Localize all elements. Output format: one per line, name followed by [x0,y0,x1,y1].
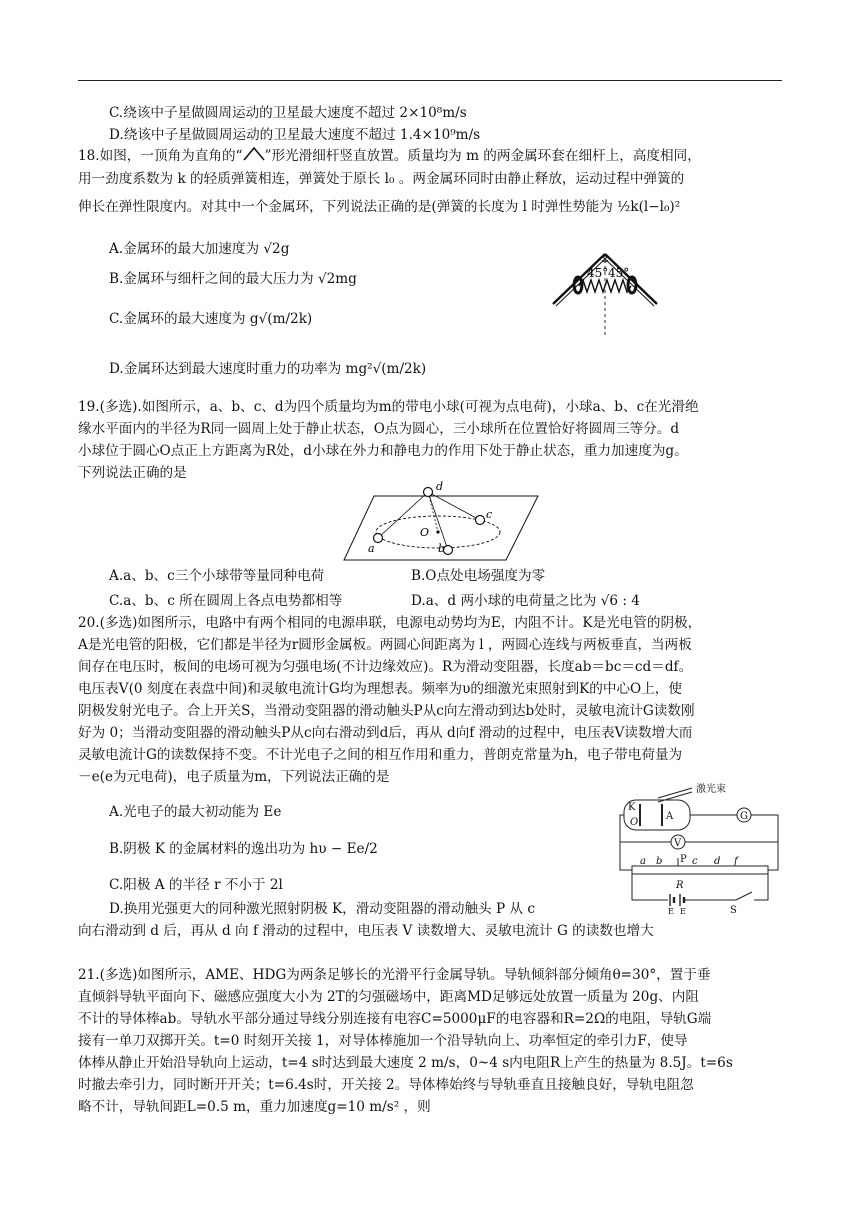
label-o: O [420,526,430,539]
q20-option-d-line1: D.换用光强更大的同种激光照射阴极 K，滑动变阻器的滑动触头 P 从 c [109,901,535,917]
label-a: a [368,542,375,555]
q21-stem-line6: 时撤去牵引力，同时断开开关；t=6.4s时，开关接 2。导体棒始终与导轨垂直且接触良好，导轨电阻忽 [78,1077,694,1093]
q19-option-d: D.a、d 两小球的电荷量之比为 √6 : 4 [411,593,640,609]
q19-stem-line1: 19.(多选).如图所示，a、b、c、d为四个质量均为m的带电小球(可视为点电荷)，小球a、b、c在光滑绝 [78,399,699,415]
header-rule [78,80,782,81]
q20-option-a: A.光电子的最大初动能为 Ee [109,804,282,820]
q17-option-d: D.绕该中子星做圆周运动的卫星最大速度不超过 1.4×10⁹m/s [109,127,481,143]
switch-s [736,892,752,900]
label-e1: E [668,907,674,914]
q20-option-c: C.阳极 A 的半径 r 不小于 2l [109,877,283,893]
label-v: V [674,838,682,849]
q21-stem-line2: 直倾斜导轨平面向下、磁感应强度大小为 2T的匀强磁场中，距离MD足够远处放置一质量为 20g、内阻 [78,989,699,1005]
q20-option-d-line2: 向右滑动到 d 后，再从 d 向 f 滑动的过程中，电压表 V 读数增大、灵敏电流计 G 的读数也增大 [78,923,654,939]
label-e2: E [680,907,686,914]
ball-c [476,516,485,525]
angle-label-right: 45° [608,266,630,280]
q18-stem-line3: 伸长在弹性限度内。对其中一个金属环，下列说法正确的是(弹簧的长度为 l 时弹性势能为 ½k(l−l₀)² [78,199,681,215]
label-g: G [740,811,748,822]
q18-rod-spring-figure [545,240,685,340]
label-a-plate: A [666,811,674,822]
label-d: d [436,480,444,493]
tap-c: c [692,856,698,867]
q20-stem-line4: 电压表V(0 刻度在表盘中间)和灵敏电流计G均为理想表。频率为υ的细激光束照射到K的中心O上，使 [78,681,682,697]
q19-option-a: A.a、b、c三个小球带等量同种电荷 [109,568,325,584]
q20-stem-line6: 好为 0；当滑动变阻器的滑动触头P从c向右滑动到d后，再从 d向f 滑动的过程中，电压表V读数增大而 [78,725,693,741]
label-r: R [676,880,684,891]
q19-stem-line2: 缘水平面内的半径为R同一圆周上处于静止状态，O点为圆心，三小球所在位置恰好将圆周三等分。d [78,421,680,437]
tap-a: a [640,856,646,867]
ball-d [424,488,433,497]
q18-stem-line1: 18.如图，一顶角为直角的“ ”形光滑细杆竖直放置。质量均为 m 的两金属环套在细杆上，高度相同， [78,148,701,164]
q20-option-b: B.阴极 K 的金属材料的逸出功为 hυ − Ee/2 [109,841,378,857]
tap-p: P [680,854,687,865]
q18-option-b: B.金属环与细杆之间的最大压力为 √2mg [109,271,357,287]
q18-stem-line2: 用一劲度系数为 k 的轻质弹簧相连，弹簧处于原长 l₀ 。两金属环同时由静止释放，运动过程中弹簧的 [78,171,685,187]
q17-option-c: C.绕该中子星做圆周运动的卫星最大速度不超过 2×10⁸m/s [109,105,467,121]
label-laser: 激光束 [696,784,726,795]
q20-stem-line2: A是光电管的阳极，它们都是半径为r圆形金属板。两圆心间距离为 l ，两圆心连线与两板垂直，当两板 [78,637,692,653]
q21-stem-line5: 体棒从静止开始沿导轨向上运动，t=4 s时达到最大速度 2 m/s，0~4 s内电阻R上产生的热量为 8.5J。t=6s [78,1055,733,1071]
q21-stem-line4: 接有一单刀双掷开关。t=0 时刻开关接 1，对导体棒施加一个沿导轨向上、功率恒定的牵引力F，使导 [78,1033,688,1049]
q18-option-c: C.金属环的最大速度为 g√(m/2k) [109,311,313,327]
q21-stem-line3: 不计的导体棒ab。导轨水平部分通过导线分别连接有电容C=5000μF的电容器和R=2Ω的电阻，导轨G端 [78,1011,712,1027]
ball-a [374,534,383,543]
q20-stem-line5: 阴极发射光电子。合上开关S，当滑动变阻器的滑动触头P从c向左滑动到达b处时，灵敏电流计G读数刚 [78,703,695,719]
q19-option-c: C.a、b、c 所在圆周上各点电势都相等 [109,593,343,609]
q20-photoelectric-circuit-figure [618,780,786,914]
q20-stem-line1: 20.(多选)如图所示，电路中有两个相同的电源串联，电源电动势均为E，内阻不计。K是光电管的阴极， [78,615,702,631]
q21-stem-line1: 21.(多选)如图所示，AME、HDG为两条足够长的光滑平行金属导轨。导轨倾斜部分倾角θ=30°，置于垂 [78,967,711,983]
label-c: c [486,508,493,521]
label-s: S [730,905,737,914]
inverted-v-rod-icon [243,147,265,161]
q19-stem-line4: 下列说法正确的是 [78,465,187,481]
q20-stem-line3: 间存在电压时，板间的电场可视为匀强电场(不计边缘效应)。R为滑动变阻器，长度ab＝bc＝cd＝df。 [78,659,693,675]
label-k: K [628,802,636,813]
rheostat [632,866,768,874]
q19-stem-line3: 小球位于圆心O点正上方距离为R处，d小球在外力和静电力的作用下处于静止状态，重力加速度为g。 [78,443,688,459]
tap-f: f [734,856,738,867]
label-o: O [630,817,639,828]
label-b: b [438,542,446,555]
center-o [436,530,439,533]
q20-stem-line7: 灵敏电流计G的读数保持不变。不计光电子之间的相互作用和重力，普朗克常量为h，电子带电荷量为 [78,747,683,763]
tap-d: d [714,856,721,867]
q21-stem-line7: 略不计，导轨间距L=0.5 m，重力加速度g=10 m/s² ，则 [78,1099,431,1115]
angle-label-left: 45° [587,266,609,280]
q20-stem-line8: －e(e为元电荷)，电子质量为m，下列说法正确的是 [78,769,390,785]
q19-charges-figure [340,478,540,564]
tap-b: b [656,856,663,867]
q18-option-a: A.金属环的最大加速度为 √2g [109,241,290,257]
q19-option-b: B.O点处电场强度为零 [411,568,546,584]
q18-option-d: D.金属环达到最大速度时重力的功率为 mg²√(m/2k) [109,361,427,377]
